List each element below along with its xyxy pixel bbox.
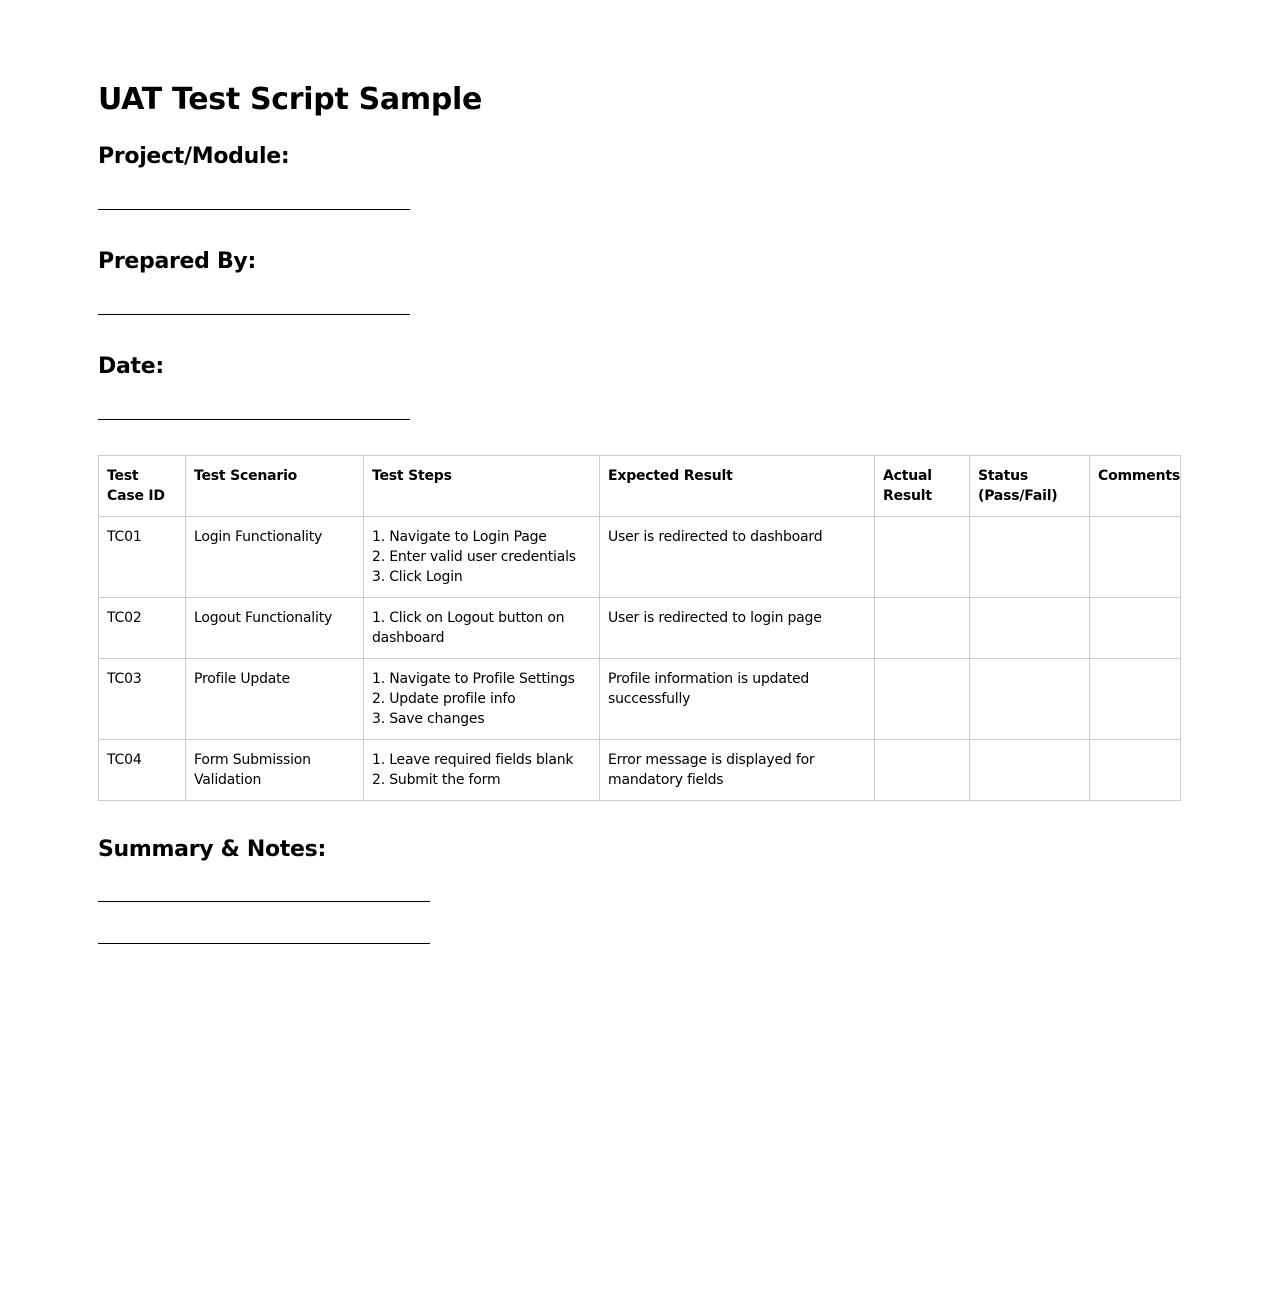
date-label: Date:	[98, 354, 164, 379]
test-scenario-cell: Logout Functionality	[186, 598, 364, 659]
header-actual-result: Actual Result	[875, 456, 970, 517]
test-step: 2. Update profile info	[372, 691, 516, 707]
expected-result-cell: Error message is displayed for mandatory fields	[600, 740, 875, 801]
test-case-id-cell: TC03	[99, 659, 186, 740]
header-test-case-id: Test Case ID	[99, 456, 186, 517]
status-cell[interactable]	[970, 740, 1090, 801]
test-scenario-cell: Profile Update	[186, 659, 364, 740]
document-title: UAT Test Script Sample	[98, 82, 483, 117]
header-comments: Comments	[1090, 456, 1181, 517]
header-expected-result: Expected Result	[600, 456, 875, 517]
test-scenario-cell: Login Functionality	[186, 517, 364, 598]
prepared-by-blank-line	[98, 314, 410, 315]
project-module-label: Project/Module:	[98, 144, 290, 169]
test-steps-cell	[364, 740, 600, 801]
status-cell[interactable]	[970, 517, 1090, 598]
expected-result-cell: User is redirected to login page	[600, 598, 875, 659]
table-row	[99, 740, 1181, 801]
comments-cell[interactable]	[1090, 740, 1181, 801]
table-header-row	[99, 456, 1181, 517]
test-step: 2. Submit the form	[372, 772, 501, 788]
date-blank-line	[98, 419, 410, 420]
test-case-id-cell: TC02	[99, 598, 186, 659]
actual-result-cell[interactable]	[875, 659, 970, 740]
actual-result-cell[interactable]	[875, 517, 970, 598]
table-row	[99, 659, 1181, 740]
test-step: 1. Navigate to Login Page	[372, 529, 547, 545]
actual-result-cell[interactable]	[875, 598, 970, 659]
test-step: 1. Click on Logout button on dashboard	[372, 610, 565, 646]
test-step: 2. Enter valid user credentials	[372, 549, 576, 565]
summary-blank-line-1	[98, 901, 430, 902]
expected-result-cell: User is redirected to dashboard	[600, 517, 875, 598]
summary-notes-label: Summary & Notes:	[98, 837, 326, 862]
status-cell[interactable]	[970, 659, 1090, 740]
table-row	[99, 598, 1181, 659]
project-module-blank-line	[98, 209, 410, 210]
test-scenario-cell: Form Submission Validation	[186, 740, 364, 801]
test-step: 3. Save changes	[372, 711, 485, 727]
status-cell[interactable]	[970, 598, 1090, 659]
test-steps-cell	[364, 659, 600, 740]
test-case-id-cell: TC04	[99, 740, 186, 801]
test-step: 3. Click Login	[372, 569, 463, 585]
test-steps-cell	[364, 598, 600, 659]
test-step: 1. Navigate to Profile Settings	[372, 671, 575, 687]
comments-cell[interactable]	[1090, 517, 1181, 598]
test-step: 1. Leave required fields blank	[372, 752, 574, 768]
comments-cell[interactable]	[1090, 659, 1181, 740]
header-test-steps: Test Steps	[364, 456, 600, 517]
header-test-scenario: Test Scenario	[186, 456, 364, 517]
header-status: Status (Pass/Fail)	[970, 456, 1090, 517]
expected-result-cell: Profile information is updated successfully	[600, 659, 875, 740]
summary-blank-line-2	[98, 943, 430, 944]
test-case-id-cell: TC01	[99, 517, 186, 598]
actual-result-cell[interactable]	[875, 740, 970, 801]
uat-test-table	[98, 455, 1181, 801]
test-steps-cell	[364, 517, 600, 598]
comments-cell[interactable]	[1090, 598, 1181, 659]
table-row	[99, 517, 1181, 598]
prepared-by-label: Prepared By:	[98, 249, 256, 274]
